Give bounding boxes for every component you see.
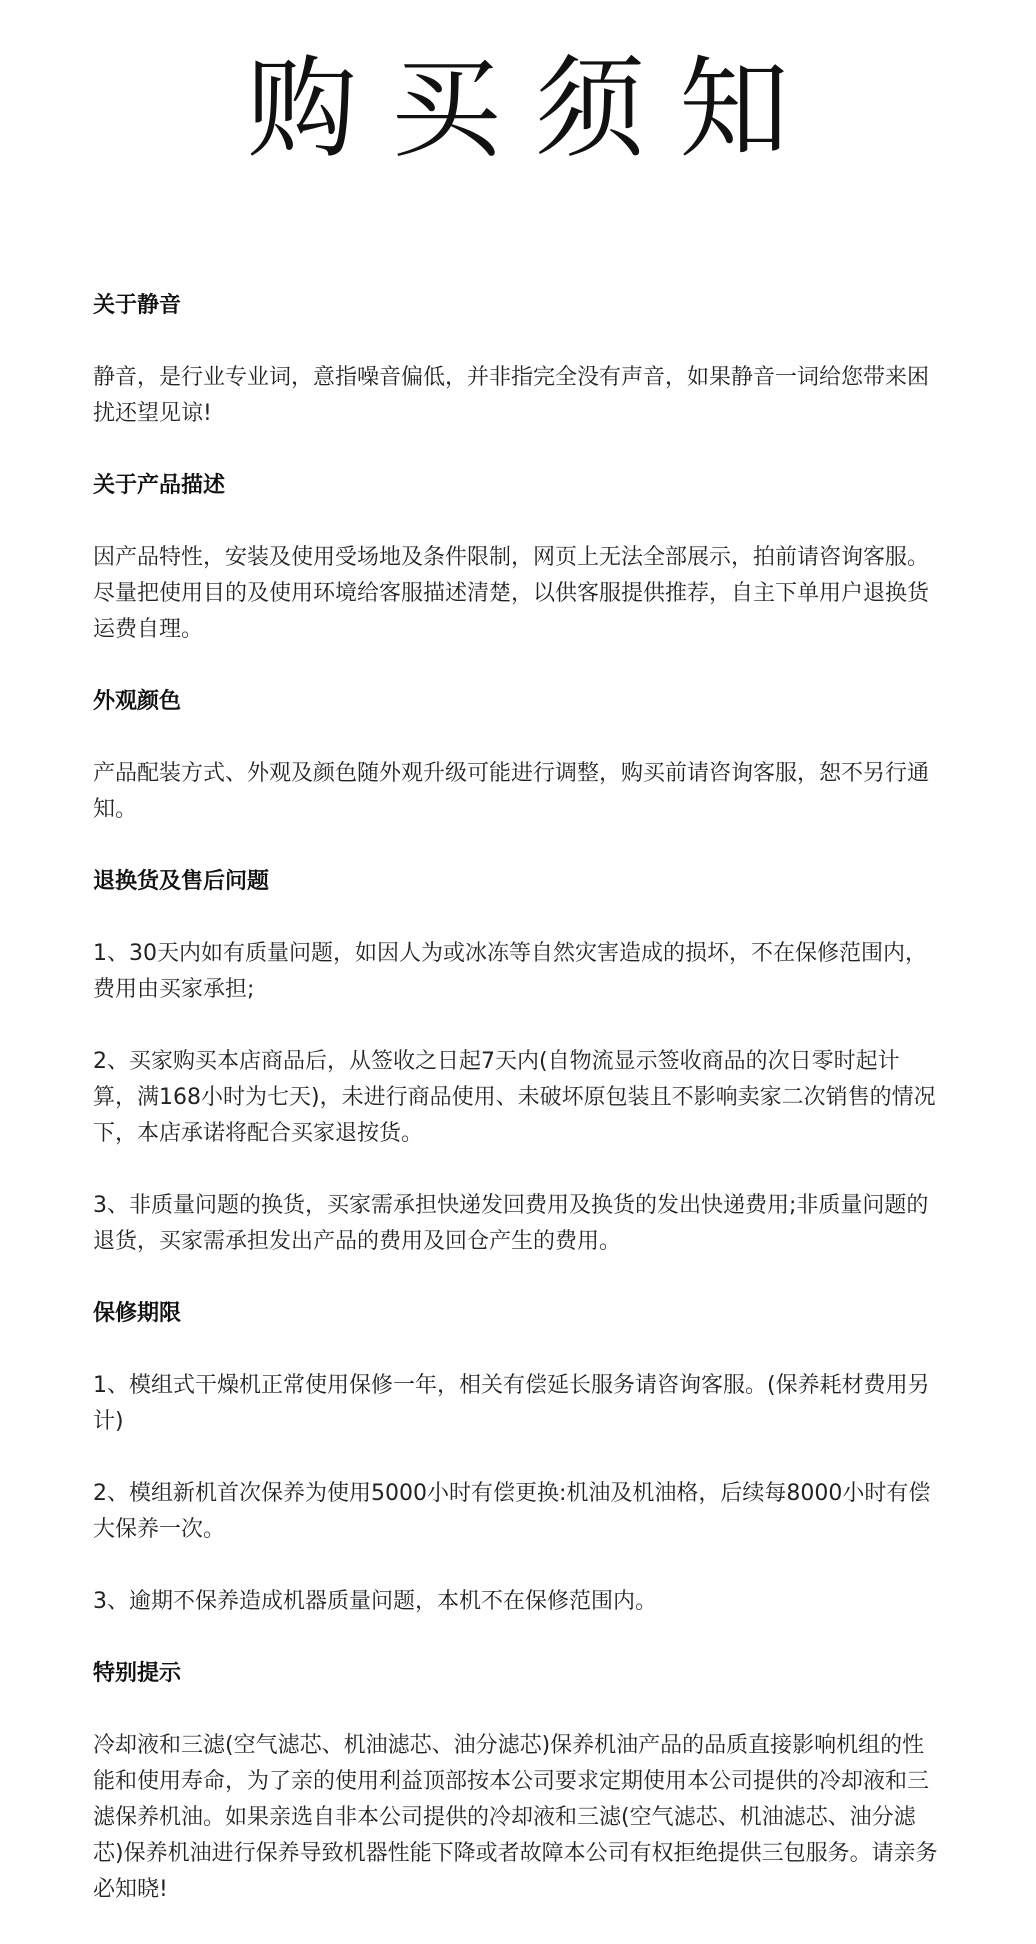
section-paragraph: 静音，是行业专业词，意指噪音偏低，并非指完全没有声音，如果静音一词给您带来困扰还望见谅! bbox=[93, 365, 930, 426]
section-returns-after-sales bbox=[93, 864, 943, 1260]
section-heading: 退换货及售后问题 bbox=[93, 869, 270, 894]
section-paragraph: 冷却液和三滤(空气滤芯、机油滤芯、油分滤芯)保养机油产品的品质直接影响机组的性能和使用寿命，为了亲的使用利益顶部按本公司要求定期使用本公司提供的冷却液和三滤保养机油。如果亲选自非本公司提供的冷却液和三滤(空气滤芯、机油滤芯、油分滤芯)保养机油进行保养导致机器性能下降或者故障本公司有权拒绝提供三包服务。请亲务必知晓! bbox=[93, 1733, 938, 1902]
section-special-notice bbox=[93, 1656, 943, 1908]
section-paragraph: 3、逾期不保养造成机器质量问题，本机不在保修范围内。 bbox=[93, 1589, 657, 1614]
section-heading: 外观颜色 bbox=[93, 689, 182, 714]
page-title: 购买须知 bbox=[247, 45, 823, 173]
section-paragraph: 2、模组新机首次保养为使用5000小时有偿更换:机油及机油格，后续每8000小时有偿大保养一次。 bbox=[93, 1481, 931, 1542]
section-paragraph: 因产品特性，安装及使用受场地及条件限制，网页上无法全部展示，拍前请咨询客服。尽量把使用目的及使用环境给客服描述清楚，以供客服提供推荐，自主下单用户退换货运费自理。 bbox=[93, 545, 930, 642]
section-paragraph: 3、非质量问题的换货，买家需承担快递发回费用及换货的发出快递费用;非质量问题的退货，买家需承担发出产品的费用及回仓产生的费用。 bbox=[93, 1193, 929, 1254]
section-paragraph: 1、30天内如有质量问题，如因人为或冰冻等自然灾害造成的损坏，不在保修范围内，费用由买家承担; bbox=[93, 941, 927, 1002]
section-product-description bbox=[93, 468, 943, 648]
section-paragraph: 2、买家购买本店商品后，从签收之日起7天内(自物流显示签收商品的次日零时起计算，满168小时为七天)，未进行商品使用、未破坏原包装且不影响卖家二次销售的情况下，本店承诺将配合买家退按货。 bbox=[93, 1049, 936, 1146]
section-heading: 关于产品描述 bbox=[93, 473, 226, 498]
section-paragraph: 1、模组式干燥机正常使用保修一年，相关有偿延长服务请咨询客服。(保养耗材费用另计) bbox=[93, 1373, 930, 1434]
notice-content bbox=[93, 288, 943, 1944]
section-paragraph: 产品配装方式、外观及颜色随外观升级可能进行调整，购买前请咨询客服，恕不另行通知。 bbox=[93, 761, 930, 822]
section-heading: 保修期限 bbox=[93, 1301, 182, 1326]
section-silence bbox=[93, 288, 943, 432]
section-heading: 特别提示 bbox=[93, 1661, 182, 1686]
section-heading: 关于静音 bbox=[93, 293, 182, 318]
section-appearance-color bbox=[93, 684, 943, 828]
section-warranty-period bbox=[93, 1296, 943, 1620]
